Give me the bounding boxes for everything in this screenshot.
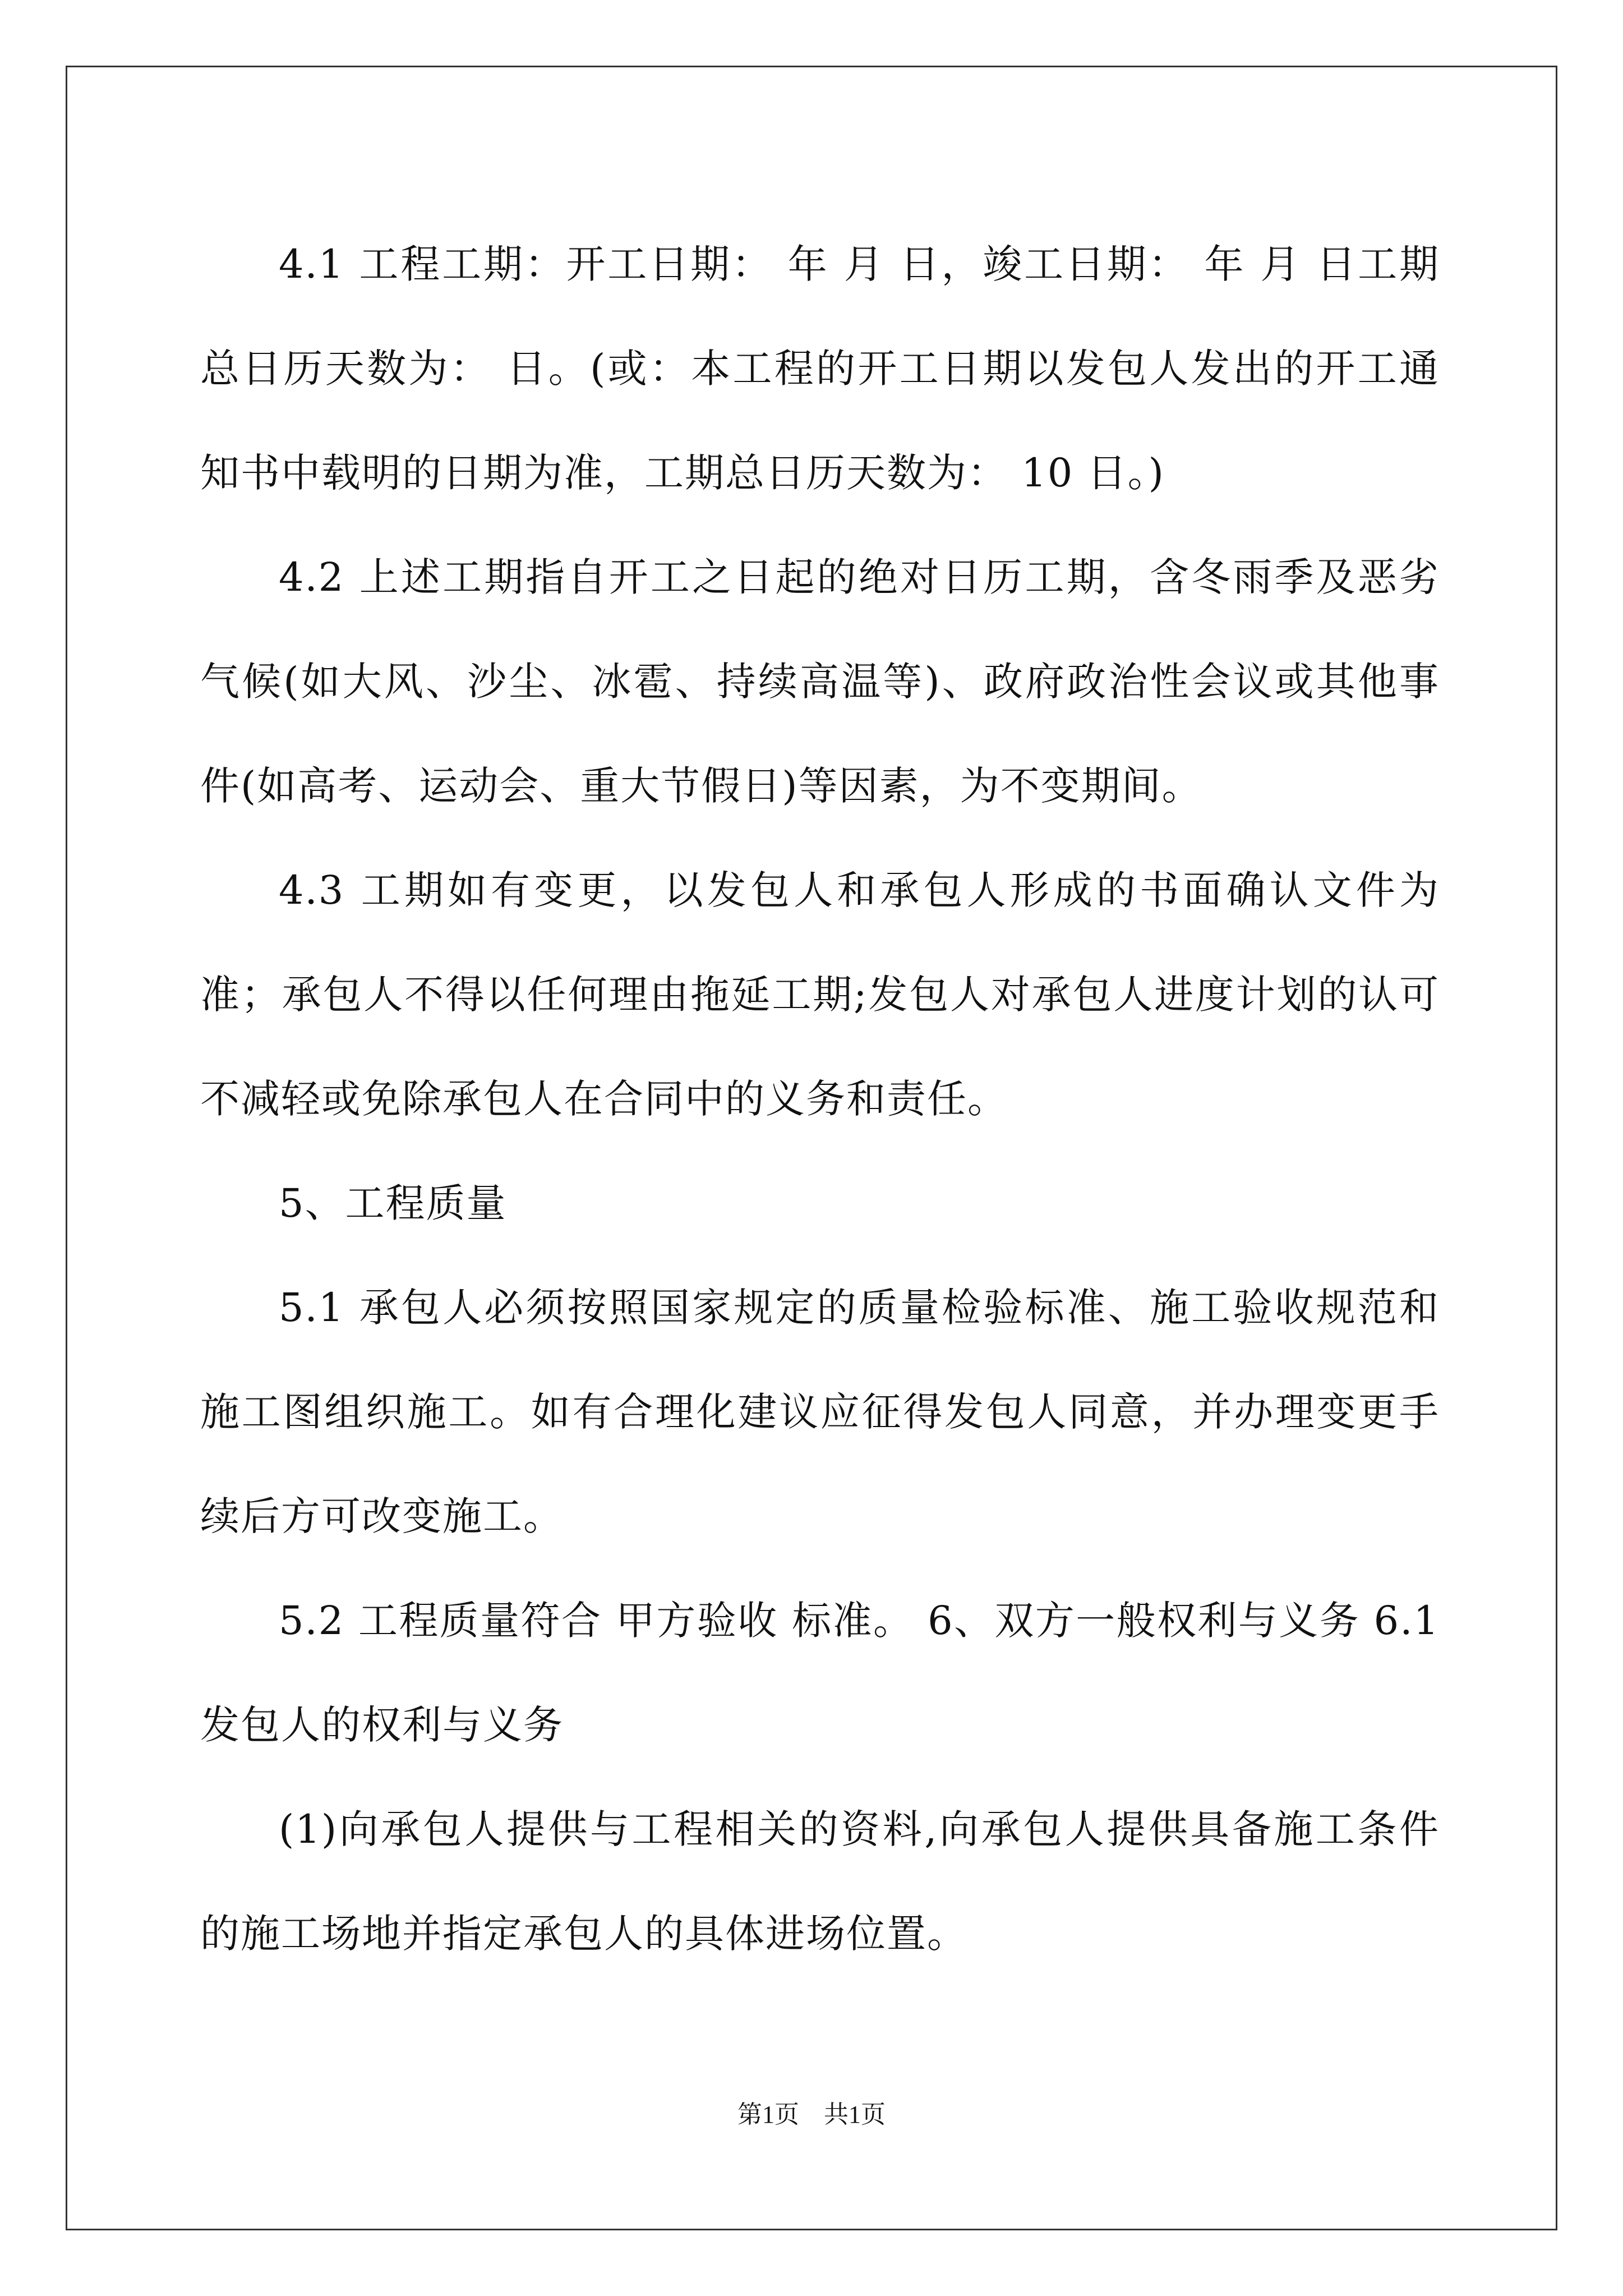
paragraph-4-1: 4.1 工程工期：开工日期： 年 月 日，竣工日期： 年 月 日工期总日历天数为： 日。(或：本工程的开工日期以发包人发出的开工通知书中载明的日期为准，工期总日历天数为： 10 日。) — [200, 241, 1440, 496]
document-body — [200, 212, 1440, 1986]
section-heading-quality: 5、工程质量 — [279, 1180, 507, 1226]
paragraph-4-2: 4.2 上述工期指自开工之日起的绝对日历工期，含冬雨季及恶劣气候(如大风、沙尘、冰雹、持续高温等)、政府政治性会议或其他事件(如高考、运动会、重大节假日)等因素，为不变期间。 — [200, 554, 1440, 809]
paragraph-4-3: 4.3 工期如有变更，以发包人和承包人形成的书面确认文件为准；承包人不得以任何理由拖延工期;发包人对承包人进度计划的认可不减轻或免除承包人在合同中的义务和责任。 — [200, 867, 1440, 1122]
paragraph-5-1: 5.1 承包人必须按照国家规定的质量检验标准、施工验收规范和施工图组织施工。如有合理化建议应征得发包人同意，并办理变更手续后方可改变施工。 — [200, 1285, 1440, 1539]
paragraph-5-2: 5.2 工程质量符合 甲方验收 标准。 6、双方一般权利与义务 6.1 发包人的权利与义务 — [200, 1598, 1440, 1748]
page-footer: 第1页 共1页 — [737, 2101, 886, 2128]
paragraph-item-1: (1)向承包人提供与工程相关的资料,向承包人提供具备施工条件的施工场地并指定承包人的具体进场位置。 — [200, 1806, 1440, 1957]
